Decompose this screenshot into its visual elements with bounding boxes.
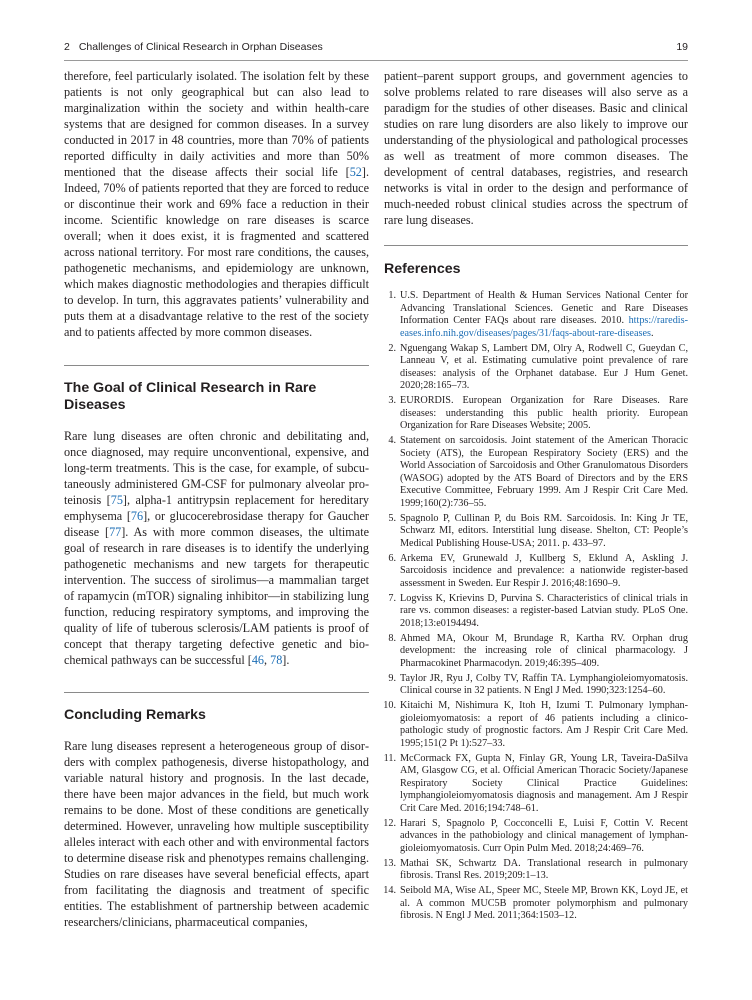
reference-url-link[interactable]: https://rarediseases.info.nih.gov/diseases/pages/31/faqs-about-rare-diseases [400, 315, 688, 339]
text-run: patient–parent support groups, and government agencies to solve problems related to rare diseases will also serve as a paradigm for the studies of other diseases. Basic and clinical studies on rare lung disorders are also likely to improve our understanding of the physiological and pathological processes as well as treatment of more common diseases. The development of central databases, registries, and research networks is vital in order to the design and performance of much-needed robust clinical studies across the spectrum of rare lung diseases. [384, 69, 688, 227]
section-divider [64, 692, 369, 693]
citation-link[interactable]: 78 [270, 653, 283, 667]
text-run: ]. Indeed, 70% of patients reported that they are forced to reduce or discontinue their work and 69% face a reduction in their income. Scientific knowledge on rare diseases is scarce overall; when it does exist, it is fragmented and scattered across national territory. For most rare conditions, the causes, pathogenetic mechanisms, and epidemiology are unknown, which makes diagnostic methodologies and therapies difficult to develop. In turn, this aggravates patients’ vulnerability and puts them at a disadvantage relative to the rest of the society and to patients affected by more common diseases. [64, 165, 369, 339]
references-list [384, 290, 688, 923]
reference-item [384, 818, 688, 856]
body-paragraph [384, 68, 688, 228]
reference-text: Nguengang Wakap S, Lambert DM, Olry A, Rodwell C, Gueydan C, Lanneau V, et al. Estimating cumulative point prevalence of rare diseases: analysis of the Orphanet database. Eur J Hum Genet. 2020;28:165–73. [400, 342, 688, 392]
reference-item [384, 435, 688, 511]
page-number: 19 [676, 41, 688, 53]
reference-number: 5. [388, 512, 396, 524]
reference-text: McCormack FX, Gupta N, Finlay GR, Young LR, Taveira-DaSilva AM, Glasgow CG, et al. Official American Thoracic Society/Japanese Respiratory Society Clinical Practice Guidelines: lymphangioleiomyomatosis diagnosis and management. Am J Respir Crit Care Med. 2016;194:748–61. [400, 752, 688, 815]
text-run: , [264, 653, 271, 667]
chapter-label [64, 41, 323, 53]
text-run: ], or glucocerebrosidase therapy for Gaucher disease [ [64, 509, 369, 539]
reference-number: 2. [388, 342, 396, 354]
reference-text: Harari S, Spagnolo P, Cocconcelli E, Luisi F, Cottin V. Recent advances in the pathobiology and clinical management of lymphangioleiomyomatosis. Curr Opin Pulm Med. 2018;24:469–76. [400, 817, 688, 854]
body-paragraph [64, 428, 369, 668]
citation-link[interactable]: 75 [110, 493, 123, 507]
body-paragraph [64, 68, 369, 340]
left-column [64, 68, 369, 930]
reference-number: 13. [383, 857, 396, 869]
running-head [64, 41, 688, 57]
citation-link[interactable]: 46 [251, 653, 264, 667]
body-paragraph [64, 738, 369, 930]
reference-number: 1. [388, 290, 396, 301]
reference-text: U.S. Department of Health & Human Services National Center for Advancing Translational Sciences. Genetic and Rare Diseases Information Center FAQs about rare diseases. 2010. [400, 290, 688, 327]
text-run: ]. As with more common diseases, the ultimate goal of research in rare diseases is to identify the underlying pathogenetic mechanisms and new targets for therapeutic intervention. The success of sirolimus—a mammalian target of rapamycin (mTOR) signaling inhibitor—in stabilizing lung function, reducing respiratory symptoms, and improving the quality of life of tuberous sclerosis/LAM patients is proof of concept that therapy targeting defective genetic and biochemical pathways can be successful [ [64, 525, 369, 667]
reference-text: Seibold MA, Wise AL, Speer MC, Steele MP, Brown KK, Loyd JE, et al. A common MUC5B promoter polymorphism and pulmonary fibrosis. N Engl J Med. 2011;364:1503–12. [400, 885, 688, 922]
reference-number: 8. [388, 632, 396, 644]
reference-text: Ahmed MA, Okour M, Brundage R, Kartha RV. Orphan drug development: the increasing role of clinical pharmacology. J Pharmacokinet Pharmacodyn. 2019;46:395–409. [400, 632, 688, 669]
reference-item [384, 290, 688, 340]
reference-text: Statement on sarcoidosis. Joint statement of the American Thoracic Society (ATS), the European Respiratory Society (ERS) and the World Association of Sarcoidosis and Other Granulomatous Disorders (WASOG) adopted by the ATS Board of Directors and by the ERS Executive Committee, February 1999. Am J Respir Crit Care Med. 1999;160(2):736–55. [400, 435, 688, 510]
reference-tail: . [650, 327, 654, 339]
reference-text: Spagnolo P, Cullinan P, du Bois RM. Sarcoidosis. In: King Jr TE, Schwarz MI, editors. Interstitial lung disease. Shelton, CT: People’s Medical Publishing House-USA; 2011. p. 433–97. [400, 512, 688, 550]
reference-item [384, 395, 688, 433]
text-run: Rare lung diseases represent a heterogeneous group of disorders with complex pathogenesis, diverse histopathology, and variable natural history and prognosis. In the last decade, there have been major advances in the field, but much work remains to be done. Most of these conditions are genetically determined. However, unraveling how multiple susceptibility alleles interact with each other and with environmental factors to determine disease risk and phenotypes remains challenging. Studies on rare diseases have several beneficial effects, apart from facilitating the diagnosis and treatment of specific entities. The establishment of partnership between academic researchers/clinicians, pharmaceutical companies, [64, 739, 369, 929]
reference-item [384, 858, 688, 883]
reference-number: 14. [383, 885, 396, 897]
reference-number: 10. [383, 700, 396, 712]
reference-number: 11. [383, 752, 396, 764]
reference-number: 9. [388, 672, 396, 684]
citation-link[interactable]: 52 [349, 165, 362, 179]
reference-text: Logviss K, Krievins D, Purvina S. Characteristics of clinical trials in rare vs. common diseases: a register-based Latvian study. PLoS One. 2018;13:e0194494. [400, 592, 688, 629]
reference-text: EURORDIS. European Organization for Rare Diseases. Rare diseases: understanding this public health priority. European Organization for Rare Diseases Website; 2005. [400, 395, 688, 432]
reference-item [384, 753, 688, 816]
chapter-title: Challenges of Clinical Research in Orphan Diseases [78, 41, 323, 53]
reference-text: Arkema EV, Grunewald J, Kullberg S, Eklund A, Askling J. Sarcoidosis incidence and prevalence: a nationwide register-based assessment in Sweden. Eur Respir J. 2016;48:1690–9. [400, 552, 688, 589]
reference-number: 7. [388, 592, 396, 604]
reference-item [384, 885, 688, 923]
section-heading-goal: The Goal of Clinical Research in Rare Diseases [64, 380, 317, 413]
section-divider [384, 245, 688, 246]
reference-item [384, 700, 688, 750]
reference-number: 6. [388, 552, 396, 564]
reference-text: Mathai SK, Schwartz DA. Translational research in pulmonary fibrosis. Transl Res. 2019;209:1–13. [400, 857, 688, 882]
citation-link[interactable]: 77 [109, 525, 122, 539]
reference-item [384, 513, 688, 551]
text-run: ]. [282, 653, 290, 667]
reference-number: 3. [388, 395, 396, 407]
reference-text: Taylor JR, Ryu J, Colby TV, Raffin TA. Lymphangioleiomyomatosis. Clinical course in 32 patients. N Engl J Med. 1990;323:1254–60. [400, 672, 688, 697]
reference-item [384, 673, 688, 698]
reference-item [384, 343, 688, 393]
right-column [384, 68, 688, 925]
reference-number: 12. [383, 817, 396, 829]
chapter-number: 2 [64, 41, 70, 53]
citation-link[interactable]: 76 [130, 509, 144, 523]
section-divider [64, 365, 369, 366]
text-run: Rare lung diseases are often chronic and debilitating and, once diagnosed, may require unconventional, expensive, and long-term treatments. This is the case, for example, of subcutaneously administered GM-CSF for pulmonary alveolar proteinosis [ [64, 429, 369, 507]
header-rule [64, 60, 688, 61]
reference-text: Kitaichi M, Nishimura K, Itoh H, Izumi T. Pulmonary lymphangioleiomyomatosis: a report of 46 patients including a clinicopathologic study of prognostic factors. Am J Respir Crit Care Med. 1995;151(2 Pt 1):527–33. [400, 700, 688, 749]
reference-item [384, 553, 688, 591]
reference-item [384, 593, 688, 631]
text-run: ], alpha-1 antitrypsin replacement for hereditary emphysema [ [64, 493, 369, 523]
references-heading: References [384, 261, 461, 277]
text-run: therefore, feel particularly isolated. The isolation felt by these patients is not only geographical but can also lead to marginalization within the society and within health-care systems that are designed for common diseases. In a survey conducted in 2017 in 48 countries, more than 70% of patients reported difficulty in daily activities and more than 50% mentioned that the disease affects their social life [ [64, 69, 369, 179]
reference-item [384, 633, 688, 671]
section-heading-concluding: Concluding Remarks [64, 707, 206, 723]
reference-number: 4. [388, 435, 396, 447]
